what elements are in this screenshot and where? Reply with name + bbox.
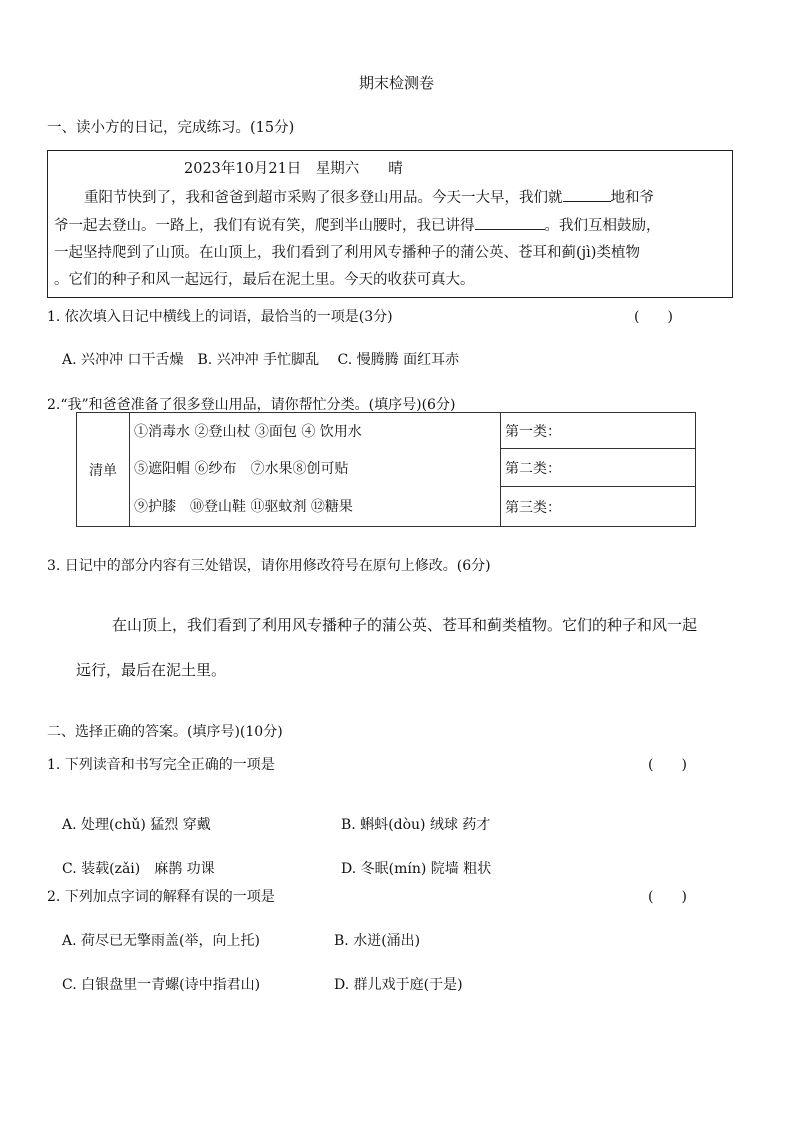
s1-q1-options: A. 兴冲冲 口干舌燥 B. 兴冲冲 手忙脚乱 C. 慢腾腾 面红耳赤 xyxy=(62,352,460,368)
s2-q1-option-d: D. 冬眠(mín) 院墙 粗状 xyxy=(341,861,492,877)
diary-line-4: 。它们的种子和风一起远行，最后在泥土里。今天的收获可真大。 xyxy=(54,272,475,288)
category-2-cell[interactable]: 第二类： xyxy=(501,449,696,487)
s2-q1-stem: 1. 下列读音和书写完全正确的一项是 xyxy=(47,757,275,773)
s2-q1-answer-paren[interactable]: ( ) xyxy=(648,757,687,773)
items-row-2: ⑤遮阳帽 ⑥纱布 ⑦水果⑧创可贴 xyxy=(130,449,501,487)
s2-q1-option-b: B. 蝌蚪(dòu) 绒球 药才 xyxy=(341,817,491,833)
section1-heading: 一、读小方的日记，完成练习。(15分) xyxy=(47,120,295,136)
s2-q2-answer-paren[interactable]: ( ) xyxy=(648,889,687,905)
category-1-cell[interactable]: 第一类： xyxy=(501,413,696,449)
s2-q2-option-d: D. 群儿戏于庭(于是) xyxy=(334,977,463,993)
s1-q3-passage-line-1: 在山顶上，我们看到了利用风专播种子的蒲公英、苍耳和蓟类植物。它们的种子和风一起 xyxy=(112,616,698,634)
s1-q3-stem: 3. 日记中的部分内容有三处错误，请你用修改符号在原句上修改。(6分) xyxy=(47,558,491,574)
s2-q2-option-a: A. 荷尽已无擎雨盖(举，向上托) xyxy=(62,933,260,949)
diary-line-1: 重阳节快到了，我和爸爸到超市采购了很多登山用品。今天一大早，我们就 地和爷 xyxy=(84,187,726,208)
items-row-1: ①消毒水 ②登山杖 ③面包 ④ 饮用水 xyxy=(130,413,501,449)
s2-q2-option-c: C. 白银盘里一青螺(诗中指君山) xyxy=(62,977,261,993)
s2-q1-option-c: C. 装载(zǎi) 麻鹊 功课 xyxy=(62,861,215,877)
s1-q2-stem: 2.“我”和爸爸准备了很多登山用品，请你帮忙分类。(填序号)(6分) xyxy=(47,397,456,413)
diary-date: 2023年10月21日 星期六 晴 xyxy=(184,161,403,177)
s1-q1-stem: 1. 依次填入日记中横线上的词语，最恰当的一项是(3分) xyxy=(47,309,393,325)
s2-q1-option-a: A. 处理(chǔ) 猛烈 穿戴 xyxy=(62,817,211,833)
classification-table xyxy=(76,412,696,527)
s1-q1-answer-paren[interactable]: ( ) xyxy=(634,309,673,325)
s1-q3-passage-line-2: 远行，最后在泥土里。 xyxy=(76,661,227,679)
items-row-3: ⑨护膝 ⑩登山鞋 ⑪驱蚊剂 ⑫糖果 xyxy=(130,487,501,527)
s2-q2-option-b: B. 水迸(涌出) xyxy=(334,933,421,949)
diary-line-2: 爷一起去登山。一路上，我们有说有笑，爬到半山腰时，我已讲得 。我们互相鼓励， xyxy=(54,215,726,236)
page-title: 期末检测卷 xyxy=(358,74,434,92)
answer-blank-2[interactable] xyxy=(475,215,545,230)
answer-blank-1[interactable] xyxy=(563,187,611,202)
diary-line-3: 一起坚持爬到了山顶。在山顶上，我们看到了利用风专播种子的蒲公英、苍耳和蓟(jì)类植物 xyxy=(54,245,640,261)
section2-heading: 二、选择正确的答案。(填序号)(10分) xyxy=(47,724,283,740)
s2-q2-stem: 2. 下列加点字词的解释有误的一项是 xyxy=(47,889,275,905)
list-label: 清单 xyxy=(77,413,130,527)
diary-box xyxy=(47,150,733,298)
category-3-cell[interactable]: 第三类： xyxy=(501,487,696,527)
